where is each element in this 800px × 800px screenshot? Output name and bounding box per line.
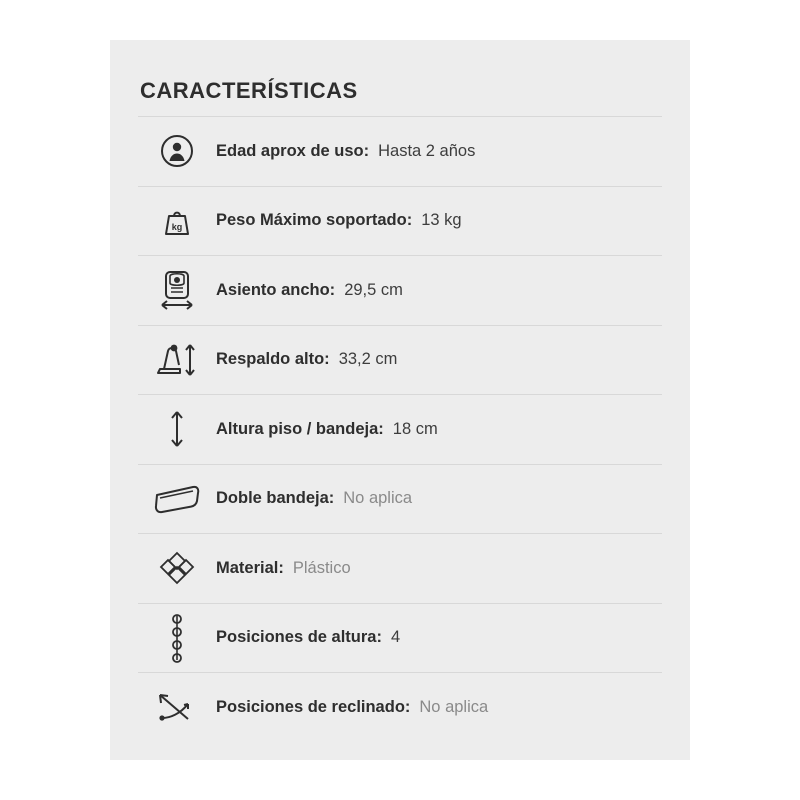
- features-panel: [110, 40, 690, 760]
- spec-label: Peso Máximo soportado:: [216, 211, 413, 230]
- spec-label: Posiciones de altura:: [216, 628, 382, 647]
- spec-row-asiento-ancho: [138, 255, 662, 325]
- spec-value: No aplica: [419, 697, 489, 716]
- spec-row-edad: [138, 116, 662, 186]
- weight-kg-icon: [138, 204, 216, 238]
- spec-value: 18 cm: [392, 419, 438, 438]
- spec-value: 33,2 cm: [338, 350, 398, 369]
- spec-row-posiciones-altura: [138, 603, 662, 673]
- spec-value: 4: [390, 628, 401, 647]
- seat-width-icon: [138, 269, 216, 311]
- spec-label: Doble bandeja:: [216, 489, 335, 508]
- spec-row-altura-piso: [138, 394, 662, 464]
- spec-row-posiciones-reclinado: [138, 672, 662, 742]
- spec-row-material: [138, 533, 662, 603]
- spec-row-peso: [138, 186, 662, 256]
- recline-icon: [138, 689, 216, 725]
- material-weave-icon: [138, 549, 216, 587]
- height-positions-icon: [138, 612, 216, 664]
- spec-label: Edad aprox de uso:: [216, 141, 370, 160]
- spec-label: Posiciones de reclinado:: [216, 697, 411, 716]
- vertical-arrow-icon: [138, 408, 216, 450]
- tray-icon: [138, 483, 216, 515]
- page-title: CARACTERÍSTICAS: [140, 78, 358, 103]
- spec-row-doble-bandeja: [138, 464, 662, 534]
- spec-row-respaldo: [138, 325, 662, 395]
- spec-value: No aplica: [343, 489, 413, 508]
- svg-text:kg: kg: [171, 221, 183, 232]
- spec-label: Asiento ancho:: [216, 280, 336, 299]
- backrest-height-icon: [138, 339, 216, 381]
- specs-list: [138, 116, 662, 742]
- spec-value: 29,5 cm: [344, 280, 403, 299]
- spec-value: Hasta 2 años: [378, 141, 476, 160]
- person-icon: [138, 134, 216, 168]
- spec-label: Respaldo alto:: [216, 350, 330, 369]
- spec-label: Altura piso / bandeja:: [216, 419, 384, 438]
- spec-value: Plástico: [292, 558, 351, 577]
- spec-value: 13 kg: [421, 211, 462, 230]
- spec-label: Material:: [216, 558, 284, 577]
